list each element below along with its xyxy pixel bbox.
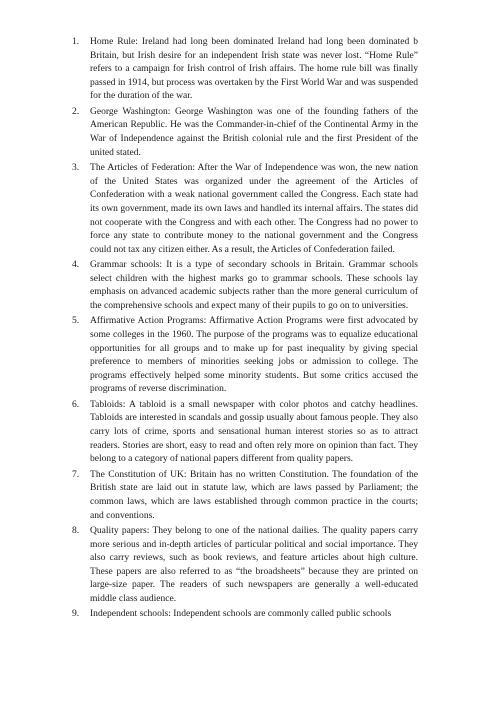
- item-text: Tabloids: A tabloid is a small newspaper with color photos and catchy headlines. Tabloids are interested in scandals and gossip usually about famous people. They also carry lots of crime, sports and sensational human interest stories so as to attract readers. Stories are short, easy to read and often rely more on opinion than fact. They belong to a category of national papers different from quality papers.: [90, 398, 418, 465]
- list-item: [70, 314, 418, 396]
- item-number: 7.: [72, 468, 80, 480]
- item-number: 1.: [72, 36, 80, 47]
- item-text: The Articles of Federation: After the War of Independence was won, the new nation of the United States was organized under the agreement of the Articles of Confederation with a weak national government called the Congress. Each state had its own government, made its own laws and handled its internal affairs. The states did not cooperate with the Congress and with each other. The Congress had no power to force any state to contribute money to the national government and the Congress could not tax any citizen either. As a result, the Articles of Confederation failed.: [90, 162, 418, 255]
- item-text: Home Rule: Ireland had long been dominated Ireland had long been dominated b Britain, but Irish desire for an independent Irish state was never lost. “Home Rule” refers to a campaign for Irish control of Irish affairs. The home rule bill was finally passed in 1914, but process was overtaken by the First World War and was suspended for the duration of the war.: [90, 36, 418, 102]
- item-number: 2.: [72, 105, 80, 117]
- item-number: 5.: [72, 315, 80, 327]
- list-item: [70, 161, 418, 256]
- list-item: [70, 35, 418, 103]
- list-item: [70, 105, 418, 159]
- list-item: [70, 607, 418, 621]
- item-text: Grammar schools: It is a type of secondary schools in Britain. Grammar schools select children with the highest marks go to grammar schools. These schools lay emphasis on advanced academic subjects rather than the more general curriculum of the comprehensive schools and expect many of their pupils to go on to universities.: [90, 259, 418, 311]
- item-number: 9.: [72, 608, 80, 620]
- item-text: George Washington: George Washington was one of the founding fathers of the American Republic. He was the Commander-in-chief of the Continental Army in the War of Independence against the British colonial rule and the first President of the united stated.: [90, 105, 418, 158]
- item-number: 3.: [72, 162, 80, 174]
- list-item: [70, 398, 418, 466]
- term-definition-list: [70, 35, 418, 623]
- list-item: [70, 468, 418, 522]
- item-text: Independent schools: Independent schools are commonly called public schools: [90, 608, 392, 620]
- item-text: Affirmative Action Programs: Affirmative Action Programs were first advocated by some colleges in the 1960. The purpose of the programs was to equalize educational opportunities for all groups and to make up for past inequality by giving special preference to members of minorities seeking jobs or admission to college. The programs effectively helped some minority students. But some critics accused the programs of reverse discrimination.: [90, 315, 418, 395]
- item-text: The Constitution of UK: Britain has no written Constitution. The foundation of the British state are laid out in statute law, which are laws passed by Parliament; the common laws, which are laws established through common practice in the courts; and conventions.: [90, 468, 418, 521]
- item-number: 8.: [72, 525, 80, 537]
- item-number: 6.: [72, 398, 80, 410]
- list-item: [70, 258, 418, 312]
- item-text: Quality papers: They belong to one of the national dailies. The quality papers carry more serious and in-depth articles of particular political and social importance. They also carry reviews, such as book reviews, and feature articles about high culture. These papers are also referred to as “the broadsheets” because they are printed on large-size paper. The readers of such newspapers are generally a well-educated middle class audience.: [90, 525, 418, 604]
- item-number: 4.: [72, 259, 80, 271]
- list-item: [70, 524, 418, 606]
